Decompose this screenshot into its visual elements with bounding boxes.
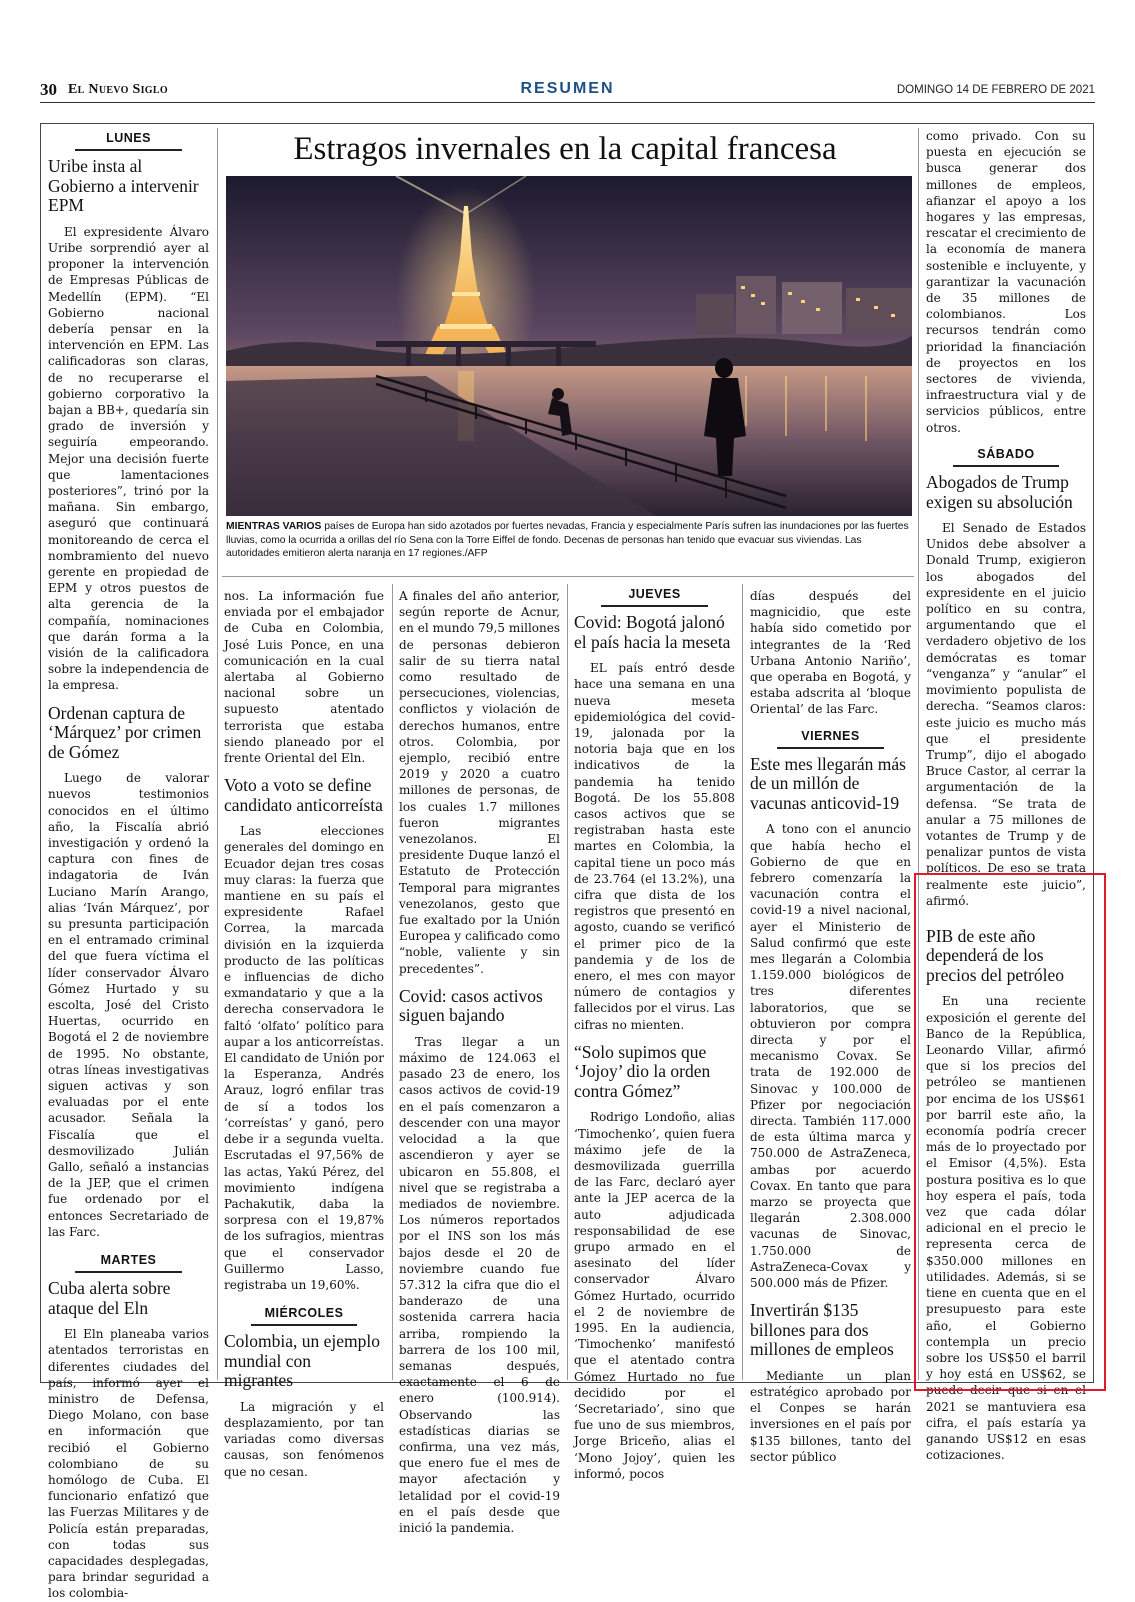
header-rule <box>40 102 1095 103</box>
column-3 <box>399 588 560 1536</box>
day-label-martes: MARTES <box>75 1252 181 1273</box>
article-body: días después del magnicidio, que este había sido cometido por integrantes de la ‘Red Urbana Antonio Nariño’, que operaba en Bogotá, y estaba adscrita al ‘bloque Oriental’ de las Farc. <box>750 589 911 717</box>
article-body: En una reciente exposición el gerente del Banco de la República, Leonardo Villar, afirmó que si los precios del petróleo se mantienen por encima de los US$61 por barril este año, la economía podría crecer más de lo proyectado por el Emisor (4,5%). Esta postura positiva es lo que hoy espera el país, toda vez que cada dólar adicional en el precio le representa cerca de $350.000 millones en utilidades. Además, si se tiene en cuenta que en el presupuesto para este año, el Gobierno contempla un precio sobre los US$50 el barril y hoy está en US$62, se puede decir que si en el 2021 se mantuviera esa cifra, el país estaría ya ganando US$12 en esas cotizaciones. <box>926 994 1086 1463</box>
section-title: RESUMEN <box>520 80 615 97</box>
column-divider <box>217 128 218 1380</box>
issue-date: DOMINGO 14 DE FEBRERO DE 2021 <box>896 84 1095 96</box>
article-body: Rodrigo Londoño, alias ‘Timochenko’, quien fuera máximo jefe de la desmovilizada guerrilla de las Farc, declaró ayer ante la JEP acerca de la auto adjudicada responsabilidad de ese grupo armado en el asesinato del líder conservador Álvaro Gómez Hurtado, ocurrido el 2 de noviembre de 1995. En la audiencia, ‘Timochenko’ manifestó que el atentado contra Gómez Hurtado no fue decidido por el ‘Secretariado’, sino que fue uno de sus miembros, Jorge Briceño, alias el ‘Mono Jojoy’, quien les informó, pocos <box>574 1110 735 1481</box>
headline-cuba-eln: Cuba alerta sobre ataque del Eln <box>48 1278 171 1318</box>
headline-ecuador: Voto a voto se define candidato anticorreísta <box>224 775 383 815</box>
day-label-sabado: SÁBADO <box>953 446 1059 467</box>
photo-caption <box>226 520 912 561</box>
headline-captura-marquez: Ordenan captura de ‘Márquez’ por crimen de Gómez <box>48 702 202 762</box>
article-body: A finales del año anterior, según reporte de Acnur, en el mundo 79,5 millones de personas debieron salir de su tierra natal como resultado de persecuciones, violencias, conflictos y violación de derechos humanos, entre otros. Colombia, por ejemplo, recibió entre 2019 y 2020 a cuatro millones de personas, de los cuales 1.7 millones fueron migrantes venezolanos. El presidente Duque lanzó el Estatuto de Protección Temporal para migrantes venezolanos, gesto que fue exaltado por la Unión Europea y calificado como “noble, valiente y sin precedentes”. <box>399 589 560 976</box>
column-divider <box>742 584 743 1380</box>
headline-covid-activos: Covid: casos activos siguen bajando <box>399 985 543 1026</box>
caption-text: países de Europa han sido azotados por fuertes nevadas, Francia y especialmente París sufren las inundaciones por las fuertes lluvias, como la ocurrida a orillas del río Sena con la Torre Eiffel de fondo. Decenas de personas han tenido que evacuar sus viviendas. Las autoridades emitieron alerta naranja en 17 regiones./AFP <box>226 521 909 560</box>
article-body: El Senado de Estados Unidos debe absolver a Donald Trump, exigieron los abogados del expresidente en el juicio político en su contra, argumentando que el verdadero objetivo de los demócratas es tomar “venganza” y “anular” el movimiento populista de derecha. “Seamos claros: este juicio es mucho más que el presidente Trump”, dijo el abogado Bruce Castor, al cerrar la argumentación de la defensa. “Se trata de anular a 75 millones de votantes de Trump y de penalizar puntos de vista políticos. De eso se trata realmente este juicio”, afirmó. <box>926 521 1086 908</box>
article-body: EL país entró desde hace una semana en una nueva meseta epidemiológica del covid-19, jalonada por la notoria baja que en los indicativos de la pandemia ha tenido Bogotá. De los 55.808 casos activos que se registraban hasta este martes en Colombia, la capital tiene un poco más de 23.764 (el 13.2%), una cifra que dista de los registros que presentó en agosto, cuando se verificó el primer pico de la pandemia y de los de enero, el mes con mayor número de contagios y fallecidos por el virus. Las cifras no mienten. <box>574 661 735 1032</box>
article-body: Tras llegar a un máximo de 124.063 el pasado 23 de enero, los casos activos de covid-19 en el país comenzaron a descender con una mayor velocidad a la que ascendieron y ayer se ubicaron en 55.808, el nivel que se registraba a mediados de noviembre. Los números reportados por el INS son los más bajos desde el 20 de noviembre cuando fue 57.312 la cifra que dio el banderazo de una sostenida carrera hacia arriba, rompiendo la barrera de los 100 mil, semanas después, exactamente el 6 de enero (100.914). Observando las estadísticas diarias se confirma, una vez más, que enero fue el mes de mayor afectación y letalidad por el covid-19 en el país desde que inició la pandemia. <box>399 1034 560 1535</box>
article-body: Mediante un plan estratégico aprobado por el Conpes se harán inversiones en el país por $135 billones, tanto del sector público <box>750 1368 911 1464</box>
headline-jojoy: “Solo supimos que ‘Jojoy’ dio la orden contra Gómez” <box>574 1041 711 1101</box>
column-5 <box>750 588 911 1465</box>
day-label-viernes: VIERNES <box>777 728 883 749</box>
article-body: Luego de valorar nuevos testimonios conocidos en el último año, la Fiscalía abrió investigación y ordenó la captura con fines de indagatoria de Iván Luciano Marín Arango, alias ‘Iván Márquez’, por su presunta participación en el entramado criminal del que fuera víctima el líder conservador Álvaro Gómez Hurtado y su escolta, José del Cristo Huertas, ocurrido en Bogotá el 2 de noviembre de 1995. No obstante, otras líneas investigativas siguen activas y son evaluadas por el ente acusador. Señala la Fiscalía que el desmovilizado Julián Gallo, señaló a instancias de la JEP, que el crimen fue ordenado por el entonces Secretariado de las Farc. <box>48 771 209 1239</box>
article-body: Las elecciones generales del domingo en Ecuador dejan tres cosas muy claras: la fuerza que mantiene en su país el expresidente Rafael Correa, la marcada división en la izquierda producto de las políticas e influencias de dicho exmandatario y que a la derecha conservadora le faltó ‘olfato’ político para aupar a los anticorreístas. El candidato de Unión por la Esperanza, Andrés Arauz, logró enfilar tras de sí a todos los ‘correístas’ y ganó, pero debe ir a segunda vuelta. Escrutadas el 97,56% de las actas, Yakú Pérez, del movimiento indígena Pachakutik, daba la sorpresa con el 19,87% de los sufragios, mientras que el conservador Guillermo Lasso, registraba un 19,60%. <box>224 824 384 1292</box>
caption-lead: MIENTRAS VARIOS <box>226 521 322 532</box>
main-headline: Estragos invernales en la capital francesa <box>293 131 837 167</box>
article-body: nos. La información fue enviada por el embajador de Cuba en Colombia, José Luis Ponce, en una comunicación en la cual alertaba al Gobierno nacional sobre un supuesto atentado terrorista que estaba siendo planeado por el frente Oriental del Eln. <box>224 589 384 766</box>
headline-trump: Abogados de Trump exigen su absolución <box>926 472 1073 512</box>
article-body: La migración y el desplazamiento, por tan variadas como diversas causas, son fenómenos que no cesan. <box>224 1399 384 1479</box>
article-body: El expresidente Álvaro Uribe sorprendió ayer al proponer la intervención de Empresas Públicas de Medellín (EPM). “El Gobierno nacional debería pensar en la intervención en EPM. Las calificadoras son claras, de no recuperarse el gobierno corporativo la bajan a BB+, quedaría sin grado de inversión y seguiría empeorando. Mejor una decisión fuerte que lamentaciones posteriores”, trinó por la mañana. Sin embargo, aseguró que continuará monitoreando de cerca el nombramiento del nuevo gerente en propiedad de EPM y otros puestos de alta gerencia de la compañía, nominaciones que darán forma a la visión de la calificadora sobre la independencia de la empresa. <box>48 224 209 693</box>
photo-bottom-rule <box>222 576 914 577</box>
column-2 <box>224 588 384 1480</box>
column-1 <box>48 128 209 1602</box>
headline-inversiones: Invertirán $135 billones para dos millones de empleos <box>750 1300 894 1360</box>
newspaper-name: El Nuevo Siglo <box>68 82 168 97</box>
headline-pib-petroleo: PIB de este año dependerá de los precios del petróleo <box>926 925 1065 985</box>
column-4 <box>574 584 735 1482</box>
headline-uribe-epm: Uribe insta al Gobierno a intervenir EPM <box>48 156 199 216</box>
article-body: A tono con el anuncio que había hecho el Gobierno de que en febrero comenzaría la vacunación contra el covid-19 a nivel nacional, ayer el Ministerio de Salud confirmó que este mes llegarán a Colombia 1.159.000 biológicos de tres diferentes laboratorios, que se obtuvieron por compra directa y por el mecanismo Covax. Se trata de 192.000 de Sinovac y 100.000 de Pfizer por negociación directa. También 117.000 de esta última marca y 750.000 de AstraZeneca, ambas por acuerdo Covax. En tanto que para marzo se proyecta que llegarán 2.308.000 vacunas de Sinovac, 1.750.000 de AstraZeneca-Covax y 500.000 más de Pfizer. <box>750 822 911 1291</box>
day-label-jueves: JUEVES <box>601 586 707 607</box>
eiffel-flood-photo <box>226 176 912 516</box>
article-body: El Eln planeaba varios atentados terroristas en diferentes ciudades del país, informó ayer el ministro de Defensa, Diego Molano, con base en información que recibió el Gobierno colombiano de su homólogo de Cuba. El funcionario enfatizó que las Fuerzas Militares y de Policía están preparadas, con todas sus capacidades desplegadas, para brindar seguridad a los colombia- <box>48 1327 209 1601</box>
day-label-lunes: LUNES <box>75 130 181 151</box>
headline-bogota-meseta: Covid: Bogotá jalonó el país hacia la meseta <box>574 612 731 652</box>
column-divider <box>392 584 393 1380</box>
day-label-miercoles: MIÉRCOLES <box>251 1305 357 1326</box>
column-divider <box>567 584 568 1380</box>
highlight-box <box>914 873 1106 1391</box>
headline-vacunas: Este mes llegarán más de un millón de vacunas anticovid-19 <box>750 753 906 813</box>
page-number: 30 <box>40 80 57 99</box>
headline-colombia-migrantes: Colombia, un ejemplo mundial con migrantes <box>224 1331 381 1391</box>
article-body: como privado. Con su puesta en ejecución se busca generar dos millones de empleos, afianzar el apoyo a los hogares y las empresas, rescatar el crecimiento de la economía de manera sostenible e incluyente, y garantizar la vacunación de 35 millones de colombianos. Los recursos tendrán como prioridad la financiación de proyectos en los sectores de vivienda, infraestructura vial y de servicios públicos, entre otros. <box>926 129 1086 435</box>
